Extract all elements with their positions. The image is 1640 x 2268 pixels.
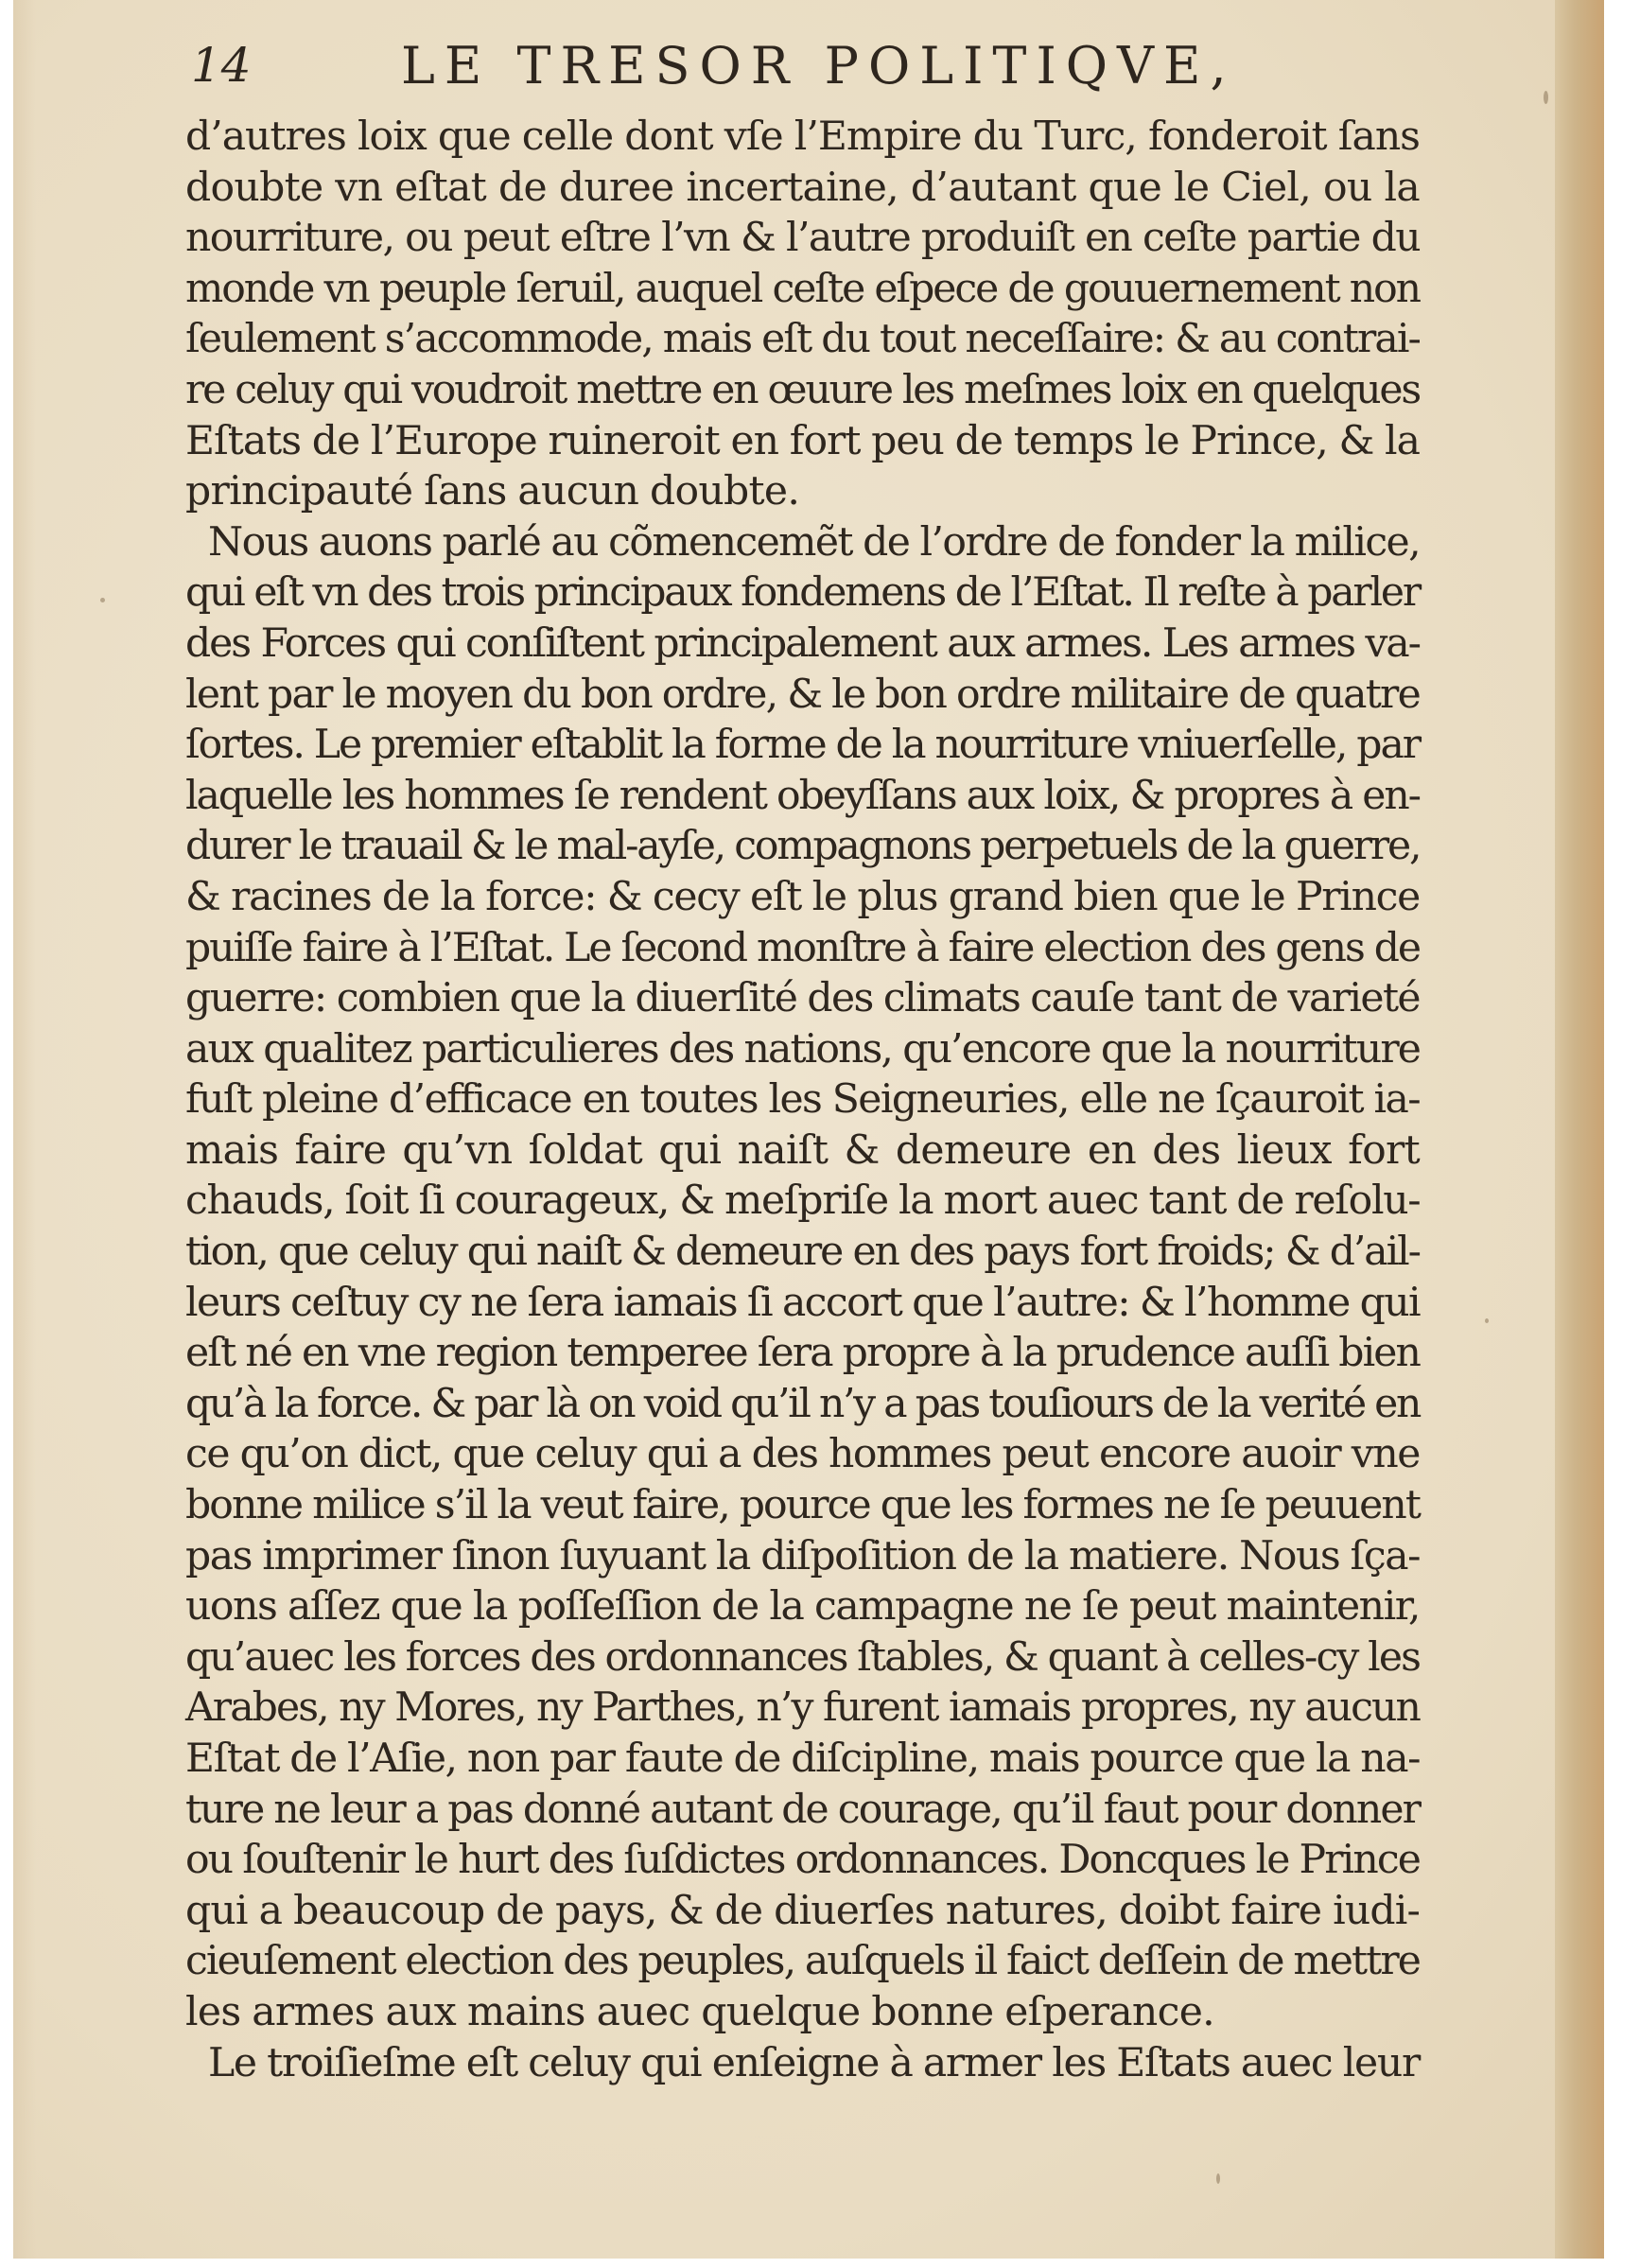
text-line: pas imprimer ſinon ſuyuant la diſpoſition de la matiere. Nous ſça- — [185, 1532, 1420, 1579]
text-line: durer le trauail & le mal-ayſe, compagnons perpetuels de la guerre, — [185, 823, 1421, 870]
text-line: doubte vn eſtat de duree incertaine, d’autant que le Ciel, ou la — [185, 164, 1420, 211]
paper-speck — [1544, 91, 1548, 104]
page-left-edge-shadow — [13, 0, 36, 2259]
text-line: eſt né en vne region temperee ſera propre à la prudence auſſi bien — [185, 1330, 1420, 1377]
running-title: LE TRESOR POLITIQVE, — [401, 36, 1236, 96]
paragraph-first-line: Le troiſieſme eſt celuy qui enſeigne à armer les Eſtats auec leur — [208, 2039, 1420, 2086]
paragraph-first-line: Nous auons parlé au cõmencemẽt de l’ordre de fonder la milice, — [208, 518, 1420, 566]
text-line: d’autres loix que celle dont vſe l’Empire du Turc, fonderoit ſans — [185, 113, 1420, 160]
text-line: ou ſouſtenir le hurt des ſuſdictes ordonnances. Doncques le Prince — [185, 1837, 1420, 1884]
paper-speck — [100, 598, 105, 602]
paper-speck — [1485, 1318, 1489, 1323]
text-line: des Forces qui conſiſtent principalement aux armes. Les armes va- — [185, 619, 1420, 667]
text-line: Eſtat de l’Aſie, non par faute de diſcipline, mais pource que la na- — [185, 1736, 1420, 1782]
text-line: aux qualitez particulieres des nations, qu’encore que la nourriture — [185, 1025, 1420, 1073]
text-line: uons aſſez que la poſſeſſion de la campagne ne ſe peut maintenir, — [185, 1583, 1420, 1631]
text-line: & racines de la force: & cecy eſt le plus grand bien que le Prince — [185, 873, 1420, 920]
text-line: puiſſe faire à l’Eſtat. Le ſecond monſtre à faire election des gens de — [185, 924, 1420, 971]
text-line: tion, que celuy qui naiſt & demeure en des pays fort froids; & d’ail- — [185, 1229, 1420, 1276]
text-line: guerre: combien que la diuerſité des climats cauſe tant de varieté — [185, 975, 1420, 1022]
text-line: qu’auec les forces des ordonnances ſtables, & quant à celles-cy les — [185, 1633, 1420, 1681]
body-text — [185, 112, 1420, 2088]
text-line: chauds, ſoit ſi courageux, & meſpriſe la mort auec tant de reſolu- — [185, 1178, 1421, 1225]
text-line: Eſtats de l’Europe ruineroit en fort peu de temps le Prince, & la — [185, 417, 1420, 464]
paper-speck — [1216, 2173, 1220, 2184]
text-line: re celuy qui voudroit mettre en œuure les meſmes loix en quelques — [185, 366, 1420, 413]
text-line: qu’à la force. & par là on void qu’il n’y a pas touſiours de la verité en — [185, 1380, 1420, 1427]
text-line: ſortes. Le premier eſtablit la forme de la nourriture vniuerſelle, par — [185, 722, 1420, 769]
text-line: qui eſt vn des trois principaux fondemens de l’Eſtat. Il reſte à parler — [185, 569, 1420, 617]
text-line: fuſt pleine d’efficace en toutes les Seigneuries, elle ne ſçauroit ia- — [185, 1076, 1420, 1124]
text-line: laquelle les hommes ſe rendent obeyſſans aux loix, & propres à en- — [185, 772, 1420, 819]
text-line: Arabes, ny Mores, ny Parthes, n’y furent iamais propres, ny aucun — [185, 1684, 1420, 1732]
text-line: leurs ceſtuy cy ne ſera iamais ſi accort que l’autre: & l’homme qui — [185, 1279, 1420, 1326]
text-line: ture ne leur a pas donné autant de courage, qu’il faut pour donner — [185, 1786, 1420, 1833]
text-line: ce qu’on dict, que celuy qui a des hommes peut encore auoir vne — [185, 1431, 1420, 1478]
text-line: bonne milice s’il la veut faire, pource que les formes ne ſe peuuent — [185, 1482, 1420, 1529]
text-line: lent par le moyen du bon ordre, & le bon ordre militaire de quatre — [185, 671, 1420, 718]
text-line: principauté ſans aucun doubte. — [185, 468, 800, 515]
text-line: ſeulement s’accommode, mais eſt du tout neceſſaire: & au contrai- — [185, 316, 1420, 363]
text-line: nourriture, ou peut eſtre l’vn & l’autre produiſt en ceſte partie du — [185, 215, 1420, 262]
text-line: qui a beaucoup de pays, & de diuerſes natures, doibt faire iudi- — [185, 1887, 1420, 1934]
text-line: mais faire qu’vn ſoldat qui naiſt & demeure en des lieux fort — [185, 1126, 1420, 1174]
text-line: les armes aux mains auec quelque bonne eſperance. — [185, 1988, 1214, 2035]
page-number: 14 — [191, 38, 252, 93]
book-page — [13, 0, 1604, 2259]
text-line: monde vn peuple ſeruil, auquel ceſte eſpece de gouuernement non — [185, 265, 1420, 312]
page-gutter-shadow — [1555, 0, 1604, 2259]
page-header — [174, 30, 1498, 96]
text-line: cieuſement election des peuples, auſquels il faict deſſein de mettre — [185, 1938, 1420, 1985]
